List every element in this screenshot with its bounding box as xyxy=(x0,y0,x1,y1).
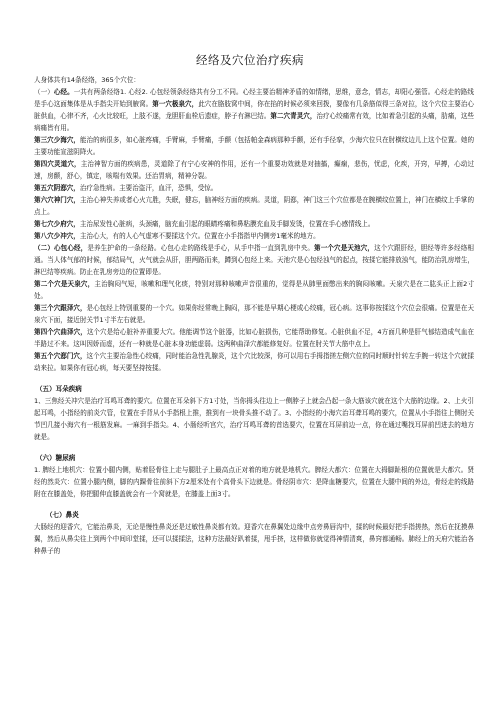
bold-run: 第二个穴是天泉穴， xyxy=(34,280,95,288)
text-run: （一） xyxy=(34,88,54,96)
paragraph xyxy=(34,134,474,158)
text-run: 治疗急性病。主要治盗汗，血汗，恐惧，受惊。 xyxy=(79,184,218,192)
paragraph xyxy=(34,158,474,182)
section-heading: （七）鼻炎 xyxy=(46,511,79,519)
text-run: 这个穴跟肝经，胆经等许多经络相通。当人体气郁的时候，郁结局气，火气就会从肝，胆两路而来，蹲到心包经上来。天池穴是心包经浊气的起点，按揉它能排放浊气，能防治乳房增生，淋巴结等疾病。防止在乳房旁边的位置即是。 xyxy=(34,244,474,276)
text-run: 主治神智方面的疾病患，灵道除了有宁心安神的作用，还有一个重要功效就是对抽搐，癫痫，悲伤，忧虑，化疾，开窍，早搏，心动过速，房颤，舒心，镇定，咳喘有效果。还治胃病，精神分裂。 xyxy=(34,160,474,180)
text-run: 治疗心绞痛常有效，比如着急引起的头痛，肋痛，这些病痛皆有用。 xyxy=(34,112,474,132)
paragraph xyxy=(34,230,474,242)
text-run: 这个穴主要治急性心绞痛，同时能治急性乳腺炎，这个穴比较深，你可以用右手拇指搓左侧穴位的同时顺时针转左手腕一转这个穴就揉动来拉。如果你有冠心病，每天要坚持按揉。 xyxy=(34,352,474,372)
text-run: 主治尿发性心脏病，头颈痛，脑充血引起的眼睛疼痛和鼻粘膜充血及手脚发烫，位置在手心感情线上。 xyxy=(79,220,375,228)
paragraph xyxy=(34,326,474,350)
bold-run: 第四穴灵道穴， xyxy=(34,160,81,168)
bold-run: 第一个穴是天池穴， xyxy=(314,244,375,252)
bold-run: 第五穴阴郄穴， xyxy=(34,184,80,192)
paragraph: 大肠经的迎香穴，它能治鼻炎，无论是慢性鼻炎还是过敏性鼻炎都有效。迎香穴在鼻翼处边缘中点旁鼻唇沟中，揉的时候最好把手指搓热，然后在抚摸鼻翼，然后从鼻尖往上到两个中间印堂揉，还可以揉揉法，这种方法最好趴着揉，甩手挤，这样做你就觉得神情清爽，鼻窍都通畅。肺经上的天府穴能治各种鼻子的 xyxy=(34,523,474,555)
paragraph xyxy=(34,182,474,194)
bold-run: 第三穴少海穴， xyxy=(34,136,80,144)
paragraph xyxy=(34,86,474,134)
paragraph xyxy=(34,278,474,302)
text-run: 主治胸闷气短，咳嗽和理气化痰，特别对那种咳嗽声音很重的，觉得是从肺里面憋出来的胸闷咳嗽。天泉穴是在二肱头正上面2寸处。 xyxy=(34,280,474,300)
bold-run: （二）心包心经， xyxy=(34,244,88,252)
bold-run: 第五个穴郄门穴， xyxy=(34,352,87,360)
bold-run: 第七穴少府穴， xyxy=(34,220,80,228)
paragraph xyxy=(34,218,474,230)
text-run: 主治心大，有的人心气虚寒不要揉这个穴。位置在小手指指甲内侧旁1毫米的地方。 xyxy=(79,232,320,240)
section-gap xyxy=(34,443,474,452)
paragraph xyxy=(34,350,474,374)
bold-run: 第二穴青灵穴， xyxy=(270,112,317,120)
section-gap xyxy=(34,500,474,509)
paragraph: 1. 脾经上地机穴：位置小腿内侧，贴着胫骨往上走与腿肚子上最高点正对着的地方就是地机穴。脾经大都穴：位置在大拇脚趾根的位置就是大都穴。贤经的然炎穴：位置小腿内侧，脚的内踝骨往前斜下方2厘米处有个高骨头下边就是。骨经阴市穴：是降血糖要穴，位置在大腿中间的外边，骨经走的线路附在在膝盖处，你把腿伸直膝盖就会有一个窝就是，在膝盖上面3寸。 xyxy=(34,466,474,498)
paragraph xyxy=(34,194,474,218)
bold-run: 心经。 xyxy=(53,88,74,96)
page-title: 经络及穴位治疗疾病 xyxy=(196,53,304,67)
text-run: 是养生护命的一条经路。心包心走的路线是手心，从手中指一直到乳房中央。 xyxy=(87,244,315,252)
paragraph xyxy=(34,302,474,326)
bold-run: 第三个穴跟泽穴， xyxy=(34,304,87,312)
paragraph: 1、三焦经关冲穴是治疗耳鸣耳聋的要穴。位置在耳朵斜下方1寸处，当你拇头往边上一侧脖子上就会凸起一条大筋该穴就在这个大筋的边缘。2、上火引起耳鸣，小指经的前炎穴管，位置在手背从小手指根上推，推到有一块骨头推不动了。3、小指经的小海穴治耳聋耳鸣的要穴，位置从小手指往上侧肘关节凹几接小海穴有一根筋发麻。一麻到手指尖。4、小肠经听宫穴，治疗耳鸣耳聋的首选要穴，位置在耳屏前边一点，你在通过嘴找耳屏前凹进去的地方就是。 xyxy=(34,397,474,441)
text-run: 能治的病很多，如心脏疼痛，手臂麻，手臂痛，手颤（包括帕金森病那种手颤，还有手径挛，少海穴位只在肘横纹边儿上这个位置。她的主要功能宣滋阴降火。 xyxy=(34,136,474,156)
section-heading: （六）糖尿病 xyxy=(36,454,76,462)
text-run: 这个穴是给心脏补养重要大穴。他能调节这个脏器，比如心脏损伤，它能帮助修复。心脏供血不足，4方面几种是肝气郁结造成气血在半路过不来。这叫因娇而虚，还有一种就是心脏本身功能虚弱。这两种曲泽穴都能修复好。位置在肘关节大筋中点上。 xyxy=(34,328,474,348)
bold-run: 第四个穴曲泽穴， xyxy=(34,328,87,336)
bold-run: 第六穴神门穴， xyxy=(34,196,80,204)
text-run: 一共有两条经络1. 心经2. 心包经领条经络共有分工不同。心经主要治精神矛盾的如情绪，思维，意念，情志，却阳心强管。心经走的路线是手心这面集体是从手指尖开始到腋窝。 xyxy=(34,88,474,108)
bold-run: 第一穴极泉穴， xyxy=(152,100,199,108)
document-body xyxy=(34,74,474,557)
text-run: 主治心神失养或者心火亢胜，失眠，健忘，脑神经方面的疾病。灵道，阴郄，神门这三个穴位都是在腕横纹位置上，神门在横纹上手掌的点上。 xyxy=(34,196,474,216)
bold-run: 第八穴少冲穴， xyxy=(34,232,80,240)
section-heading: （五）耳朵疾病 xyxy=(36,385,82,393)
text-run: 是心包经上特别重要的一个穴。如果你经常晚上胸闷，那不能是早期心梗或心绞痛，冠心病。这事你按揉这个穴位会很痛。位置是在天泉穴下面，接近肘关节1寸半左右就是。 xyxy=(34,304,474,324)
paragraph: 人身体共有14条经络，365个穴位： xyxy=(34,76,140,84)
paragraph xyxy=(34,242,474,278)
text-run: 此穴在胳肢窝中间，你在掐的时候必须来回拨，要像有几条筋似得三条对拉，这个穴位主要治心脏供血，心律不齐，心火比较旺，上肢不遂，龙胆肝血栓后遗症，脖子有淋巴结。 xyxy=(34,100,474,120)
section-gap xyxy=(34,374,474,383)
